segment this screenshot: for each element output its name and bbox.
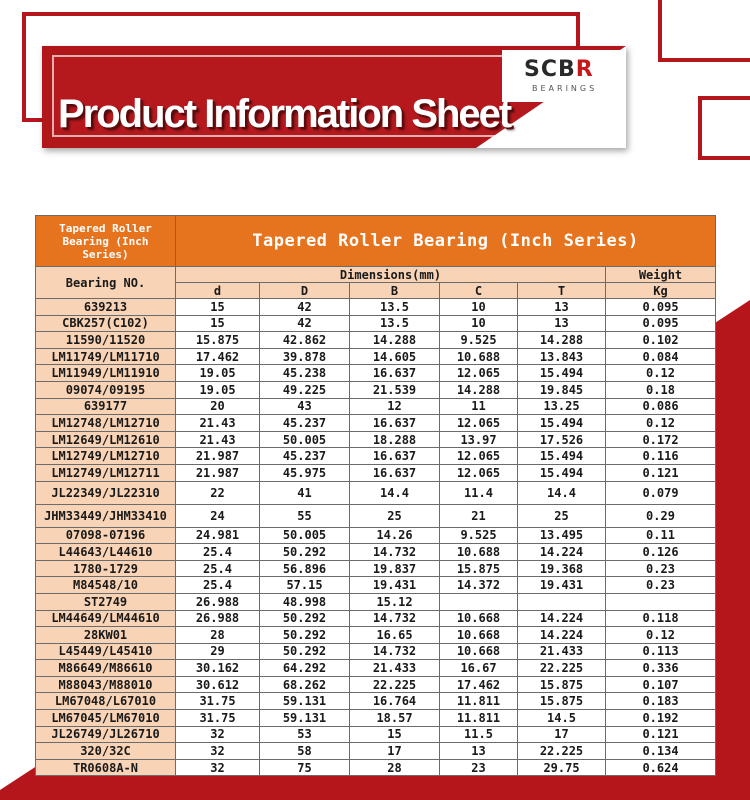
weight-cell: 0.624 [606, 759, 716, 776]
T-cell: 17.526 [518, 431, 606, 448]
d-cell: 25.4 [176, 560, 260, 577]
B-cell: 17 [350, 743, 440, 760]
B-cell: 21.539 [350, 381, 440, 398]
B-cell: 14.732 [350, 544, 440, 561]
d-cell: 32 [176, 743, 260, 760]
weight-cell: 0.095 [606, 315, 716, 332]
table-row [36, 415, 716, 432]
d-cell: 21.43 [176, 415, 260, 432]
d-cell: 20 [176, 398, 260, 415]
T-cell: 15.494 [518, 365, 606, 382]
T-cell: 19.368 [518, 560, 606, 577]
T-cell: 15.875 [518, 693, 606, 710]
D-cell: 64.292 [260, 660, 350, 677]
D-cell: 49.225 [260, 381, 350, 398]
T-cell [518, 593, 606, 610]
bearing-spec-table [35, 215, 716, 776]
D-cell: 50.292 [260, 627, 350, 644]
bearing-no-cell: 07098-07196 [36, 527, 176, 544]
bearing-no-header: Bearing NO. [36, 267, 176, 299]
T-cell: 22.225 [518, 660, 606, 677]
bearing-no-cell: ST2749 [36, 593, 176, 610]
weight-cell: 0.12 [606, 627, 716, 644]
d-cell: 28 [176, 627, 260, 644]
bearing-no-cell: LM12649/LM12610 [36, 431, 176, 448]
B-cell: 28 [350, 759, 440, 776]
col-header-B: B [350, 283, 440, 299]
D-cell: 56.896 [260, 560, 350, 577]
d-cell: 15 [176, 315, 260, 332]
d-cell: 24 [176, 504, 260, 527]
B-cell: 14.26 [350, 527, 440, 544]
d-cell: 15.875 [176, 332, 260, 349]
T-cell: 13 [518, 315, 606, 332]
weight-cell: 0.095 [606, 299, 716, 316]
table-title-row [36, 216, 716, 267]
weight-cell: 0.113 [606, 643, 716, 660]
table-row [36, 315, 716, 332]
bearing-no-cell: LM12749/LM12711 [36, 464, 176, 481]
table-row [36, 676, 716, 693]
B-cell: 15.12 [350, 593, 440, 610]
table-row [36, 381, 716, 398]
d-cell: 21.43 [176, 431, 260, 448]
weight-cell: 0.336 [606, 660, 716, 677]
weight-cell: 0.102 [606, 332, 716, 349]
C-cell: 12.065 [440, 365, 518, 382]
table-row [36, 365, 716, 382]
bearing-no-cell: TR0608A-N [36, 759, 176, 776]
D-cell: 43 [260, 398, 350, 415]
bearing-no-cell: M84548/10 [36, 577, 176, 594]
table-row [36, 332, 716, 349]
table-row [36, 627, 716, 644]
D-cell: 39.878 [260, 348, 350, 365]
D-cell: 45.238 [260, 365, 350, 382]
page-title: Product Information Sheet [58, 92, 511, 136]
weight-cell: 0.23 [606, 560, 716, 577]
D-cell: 45.237 [260, 448, 350, 465]
T-cell: 19.431 [518, 577, 606, 594]
bearing-no-cell: LM12749/LM12710 [36, 448, 176, 465]
table-main-title: Tapered Roller Bearing (Inch Series) [176, 216, 716, 267]
C-cell: 11.811 [440, 693, 518, 710]
T-cell: 14.288 [518, 332, 606, 349]
weight-cell: 0.121 [606, 464, 716, 481]
D-cell: 75 [260, 759, 350, 776]
T-cell: 15.875 [518, 676, 606, 693]
T-cell: 13.843 [518, 348, 606, 365]
C-cell: 11.5 [440, 726, 518, 743]
B-cell: 12 [350, 398, 440, 415]
B-cell: 16.65 [350, 627, 440, 644]
d-cell: 15 [176, 299, 260, 316]
D-cell: 42.862 [260, 332, 350, 349]
bearing-no-cell: 11590/11520 [36, 332, 176, 349]
weight-cell: 0.084 [606, 348, 716, 365]
bearing-no-cell: LM67048/L67010 [36, 693, 176, 710]
D-cell: 59.131 [260, 710, 350, 727]
d-cell: 29 [176, 643, 260, 660]
table-row [36, 759, 716, 776]
D-cell: 50.292 [260, 643, 350, 660]
d-cell: 30.162 [176, 660, 260, 677]
weight-cell: 0.118 [606, 610, 716, 627]
D-cell: 59.131 [260, 693, 350, 710]
table-row [36, 464, 716, 481]
col-header-C: C [440, 283, 518, 299]
deco-frame-top-right [658, 0, 750, 62]
table-row [36, 431, 716, 448]
table-row [36, 577, 716, 594]
bearing-no-cell: JL22349/JL22310 [36, 481, 176, 504]
weight-cell: 0.134 [606, 743, 716, 760]
table-row [36, 398, 716, 415]
table-row [36, 544, 716, 561]
d-cell: 26.988 [176, 610, 260, 627]
C-cell [440, 593, 518, 610]
B-cell: 16.637 [350, 365, 440, 382]
B-cell: 14.288 [350, 332, 440, 349]
C-cell: 10.668 [440, 643, 518, 660]
d-cell: 25.4 [176, 544, 260, 561]
C-cell: 13.97 [440, 431, 518, 448]
B-cell: 21.433 [350, 660, 440, 677]
table-row [36, 693, 716, 710]
C-cell: 14.288 [440, 381, 518, 398]
deco-frame-right [698, 96, 750, 160]
d-cell: 21.987 [176, 464, 260, 481]
D-cell: 57.15 [260, 577, 350, 594]
D-cell: 42 [260, 299, 350, 316]
B-cell: 16.637 [350, 464, 440, 481]
table-row [36, 504, 716, 527]
C-cell: 10.688 [440, 348, 518, 365]
T-cell: 25 [518, 504, 606, 527]
B-cell: 19.837 [350, 560, 440, 577]
d-cell: 25.4 [176, 577, 260, 594]
D-cell: 45.237 [260, 415, 350, 432]
logo-mark: SCBR [524, 57, 594, 82]
D-cell: 42 [260, 315, 350, 332]
T-cell: 21.433 [518, 643, 606, 660]
d-cell: 19.05 [176, 365, 260, 382]
weight-cell: 0.23 [606, 577, 716, 594]
weight-cell: 0.107 [606, 676, 716, 693]
d-cell: 19.05 [176, 381, 260, 398]
bearing-no-cell: L45449/L45410 [36, 643, 176, 660]
table-row [36, 481, 716, 504]
d-cell: 17.462 [176, 348, 260, 365]
bearing-no-cell: 639177 [36, 398, 176, 415]
D-cell: 48.998 [260, 593, 350, 610]
bearing-no-cell: 1780-1729 [36, 560, 176, 577]
bearing-no-cell: LM11949/LM11910 [36, 365, 176, 382]
B-cell: 16.637 [350, 415, 440, 432]
D-cell: 53 [260, 726, 350, 743]
C-cell: 10.668 [440, 627, 518, 644]
weight-cell: 0.121 [606, 726, 716, 743]
T-cell: 14.224 [518, 627, 606, 644]
C-cell: 11.4 [440, 481, 518, 504]
C-cell: 15.875 [440, 560, 518, 577]
table-row [36, 448, 716, 465]
d-cell: 32 [176, 726, 260, 743]
bearing-no-cell: JL26749/JL26710 [36, 726, 176, 743]
weight-cell: 0.116 [606, 448, 716, 465]
table-row [36, 710, 716, 727]
C-cell: 13 [440, 743, 518, 760]
weight-cell: 0.12 [606, 365, 716, 382]
col-header-kg: Kg [606, 283, 716, 299]
T-cell: 29.75 [518, 759, 606, 776]
bearing-no-cell: 320/32C [36, 743, 176, 760]
corner-label: Tapered Roller Bearing (Inch Series) [36, 216, 176, 267]
C-cell: 12.065 [440, 415, 518, 432]
bearing-no-cell: L44643/L44610 [36, 544, 176, 561]
table-row [36, 348, 716, 365]
C-cell: 21 [440, 504, 518, 527]
table-row [36, 660, 716, 677]
D-cell: 68.262 [260, 676, 350, 693]
bearing-no-cell: M86649/M86610 [36, 660, 176, 677]
weight-cell: 0.183 [606, 693, 716, 710]
D-cell: 50.005 [260, 527, 350, 544]
bearing-no-cell: LM11749/LM11710 [36, 348, 176, 365]
logo-subtitle: BEARINGS [532, 84, 598, 93]
T-cell: 17 [518, 726, 606, 743]
weight-cell: 0.192 [606, 710, 716, 727]
D-cell: 55 [260, 504, 350, 527]
T-cell: 14.224 [518, 544, 606, 561]
bearing-no-cell: M88043/M88010 [36, 676, 176, 693]
B-cell: 18.288 [350, 431, 440, 448]
B-cell: 13.5 [350, 299, 440, 316]
D-cell: 50.292 [260, 544, 350, 561]
T-cell: 15.494 [518, 448, 606, 465]
D-cell: 58 [260, 743, 350, 760]
d-cell: 26.988 [176, 593, 260, 610]
C-cell: 10.668 [440, 610, 518, 627]
T-cell: 13 [518, 299, 606, 316]
table-row [36, 527, 716, 544]
weight-cell: 0.11 [606, 527, 716, 544]
company-logo [502, 50, 626, 102]
bearing-no-cell: 639213 [36, 299, 176, 316]
bearing-no-cell: 09074/09195 [36, 381, 176, 398]
C-cell: 12.065 [440, 448, 518, 465]
bearing-no-cell: CBK257(C102) [36, 315, 176, 332]
weight-cell: 0.079 [606, 481, 716, 504]
bearing-no-cell: JHM33449/JHM33410 [36, 504, 176, 527]
weight-cell: 0.172 [606, 431, 716, 448]
bearing-no-cell: LM12748/LM12710 [36, 415, 176, 432]
d-cell: 31.75 [176, 710, 260, 727]
C-cell: 17.462 [440, 676, 518, 693]
C-cell: 11 [440, 398, 518, 415]
bearing-no-cell: LM44649/LM44610 [36, 610, 176, 627]
d-cell: 31.75 [176, 693, 260, 710]
col-header-d: d [176, 283, 260, 299]
weight-cell: 0.126 [606, 544, 716, 561]
B-cell: 14.605 [350, 348, 440, 365]
T-cell: 13.495 [518, 527, 606, 544]
T-cell: 15.494 [518, 415, 606, 432]
B-cell: 14.4 [350, 481, 440, 504]
B-cell: 19.431 [350, 577, 440, 594]
B-cell: 18.57 [350, 710, 440, 727]
T-cell: 22.225 [518, 743, 606, 760]
table-body [36, 299, 716, 776]
B-cell: 13.5 [350, 315, 440, 332]
table-row [36, 299, 716, 316]
T-cell: 14.4 [518, 481, 606, 504]
D-cell: 41 [260, 481, 350, 504]
B-cell: 14.732 [350, 610, 440, 627]
C-cell: 23 [440, 759, 518, 776]
table-row [36, 593, 716, 610]
d-cell: 32 [176, 759, 260, 776]
B-cell: 22.225 [350, 676, 440, 693]
table-row [36, 643, 716, 660]
B-cell: 16.637 [350, 448, 440, 465]
weight-cell: 0.18 [606, 381, 716, 398]
D-cell: 50.292 [260, 610, 350, 627]
bearing-no-cell: 28KW01 [36, 627, 176, 644]
weight-cell: 0.12 [606, 415, 716, 432]
C-cell: 12.065 [440, 464, 518, 481]
header-row-1 [36, 267, 716, 283]
d-cell: 22 [176, 481, 260, 504]
table-row [36, 610, 716, 627]
T-cell: 14.224 [518, 610, 606, 627]
col-header-D: D [260, 283, 350, 299]
C-cell: 9.525 [440, 332, 518, 349]
table-row [36, 560, 716, 577]
T-cell: 15.494 [518, 464, 606, 481]
T-cell: 19.845 [518, 381, 606, 398]
D-cell: 45.975 [260, 464, 350, 481]
B-cell: 14.732 [350, 643, 440, 660]
T-cell: 14.5 [518, 710, 606, 727]
table-row [36, 726, 716, 743]
C-cell: 10.688 [440, 544, 518, 561]
col-header-T: T [518, 283, 606, 299]
C-cell: 11.811 [440, 710, 518, 727]
weight-cell: 0.086 [606, 398, 716, 415]
C-cell: 10 [440, 299, 518, 316]
B-cell: 15 [350, 726, 440, 743]
C-cell: 9.525 [440, 527, 518, 544]
weight-header: Weight [606, 267, 716, 283]
C-cell: 14.372 [440, 577, 518, 594]
bearing-no-cell: LM67045/LM67010 [36, 710, 176, 727]
d-cell: 24.981 [176, 527, 260, 544]
weight-cell: 0.29 [606, 504, 716, 527]
D-cell: 50.005 [260, 431, 350, 448]
T-cell: 13.25 [518, 398, 606, 415]
C-cell: 16.67 [440, 660, 518, 677]
d-cell: 21.987 [176, 448, 260, 465]
d-cell: 30.612 [176, 676, 260, 693]
dimensions-header: Dimensions(mm) [176, 267, 606, 283]
table-row [36, 743, 716, 760]
C-cell: 10 [440, 315, 518, 332]
weight-cell [606, 593, 716, 610]
B-cell: 25 [350, 504, 440, 527]
B-cell: 16.764 [350, 693, 440, 710]
